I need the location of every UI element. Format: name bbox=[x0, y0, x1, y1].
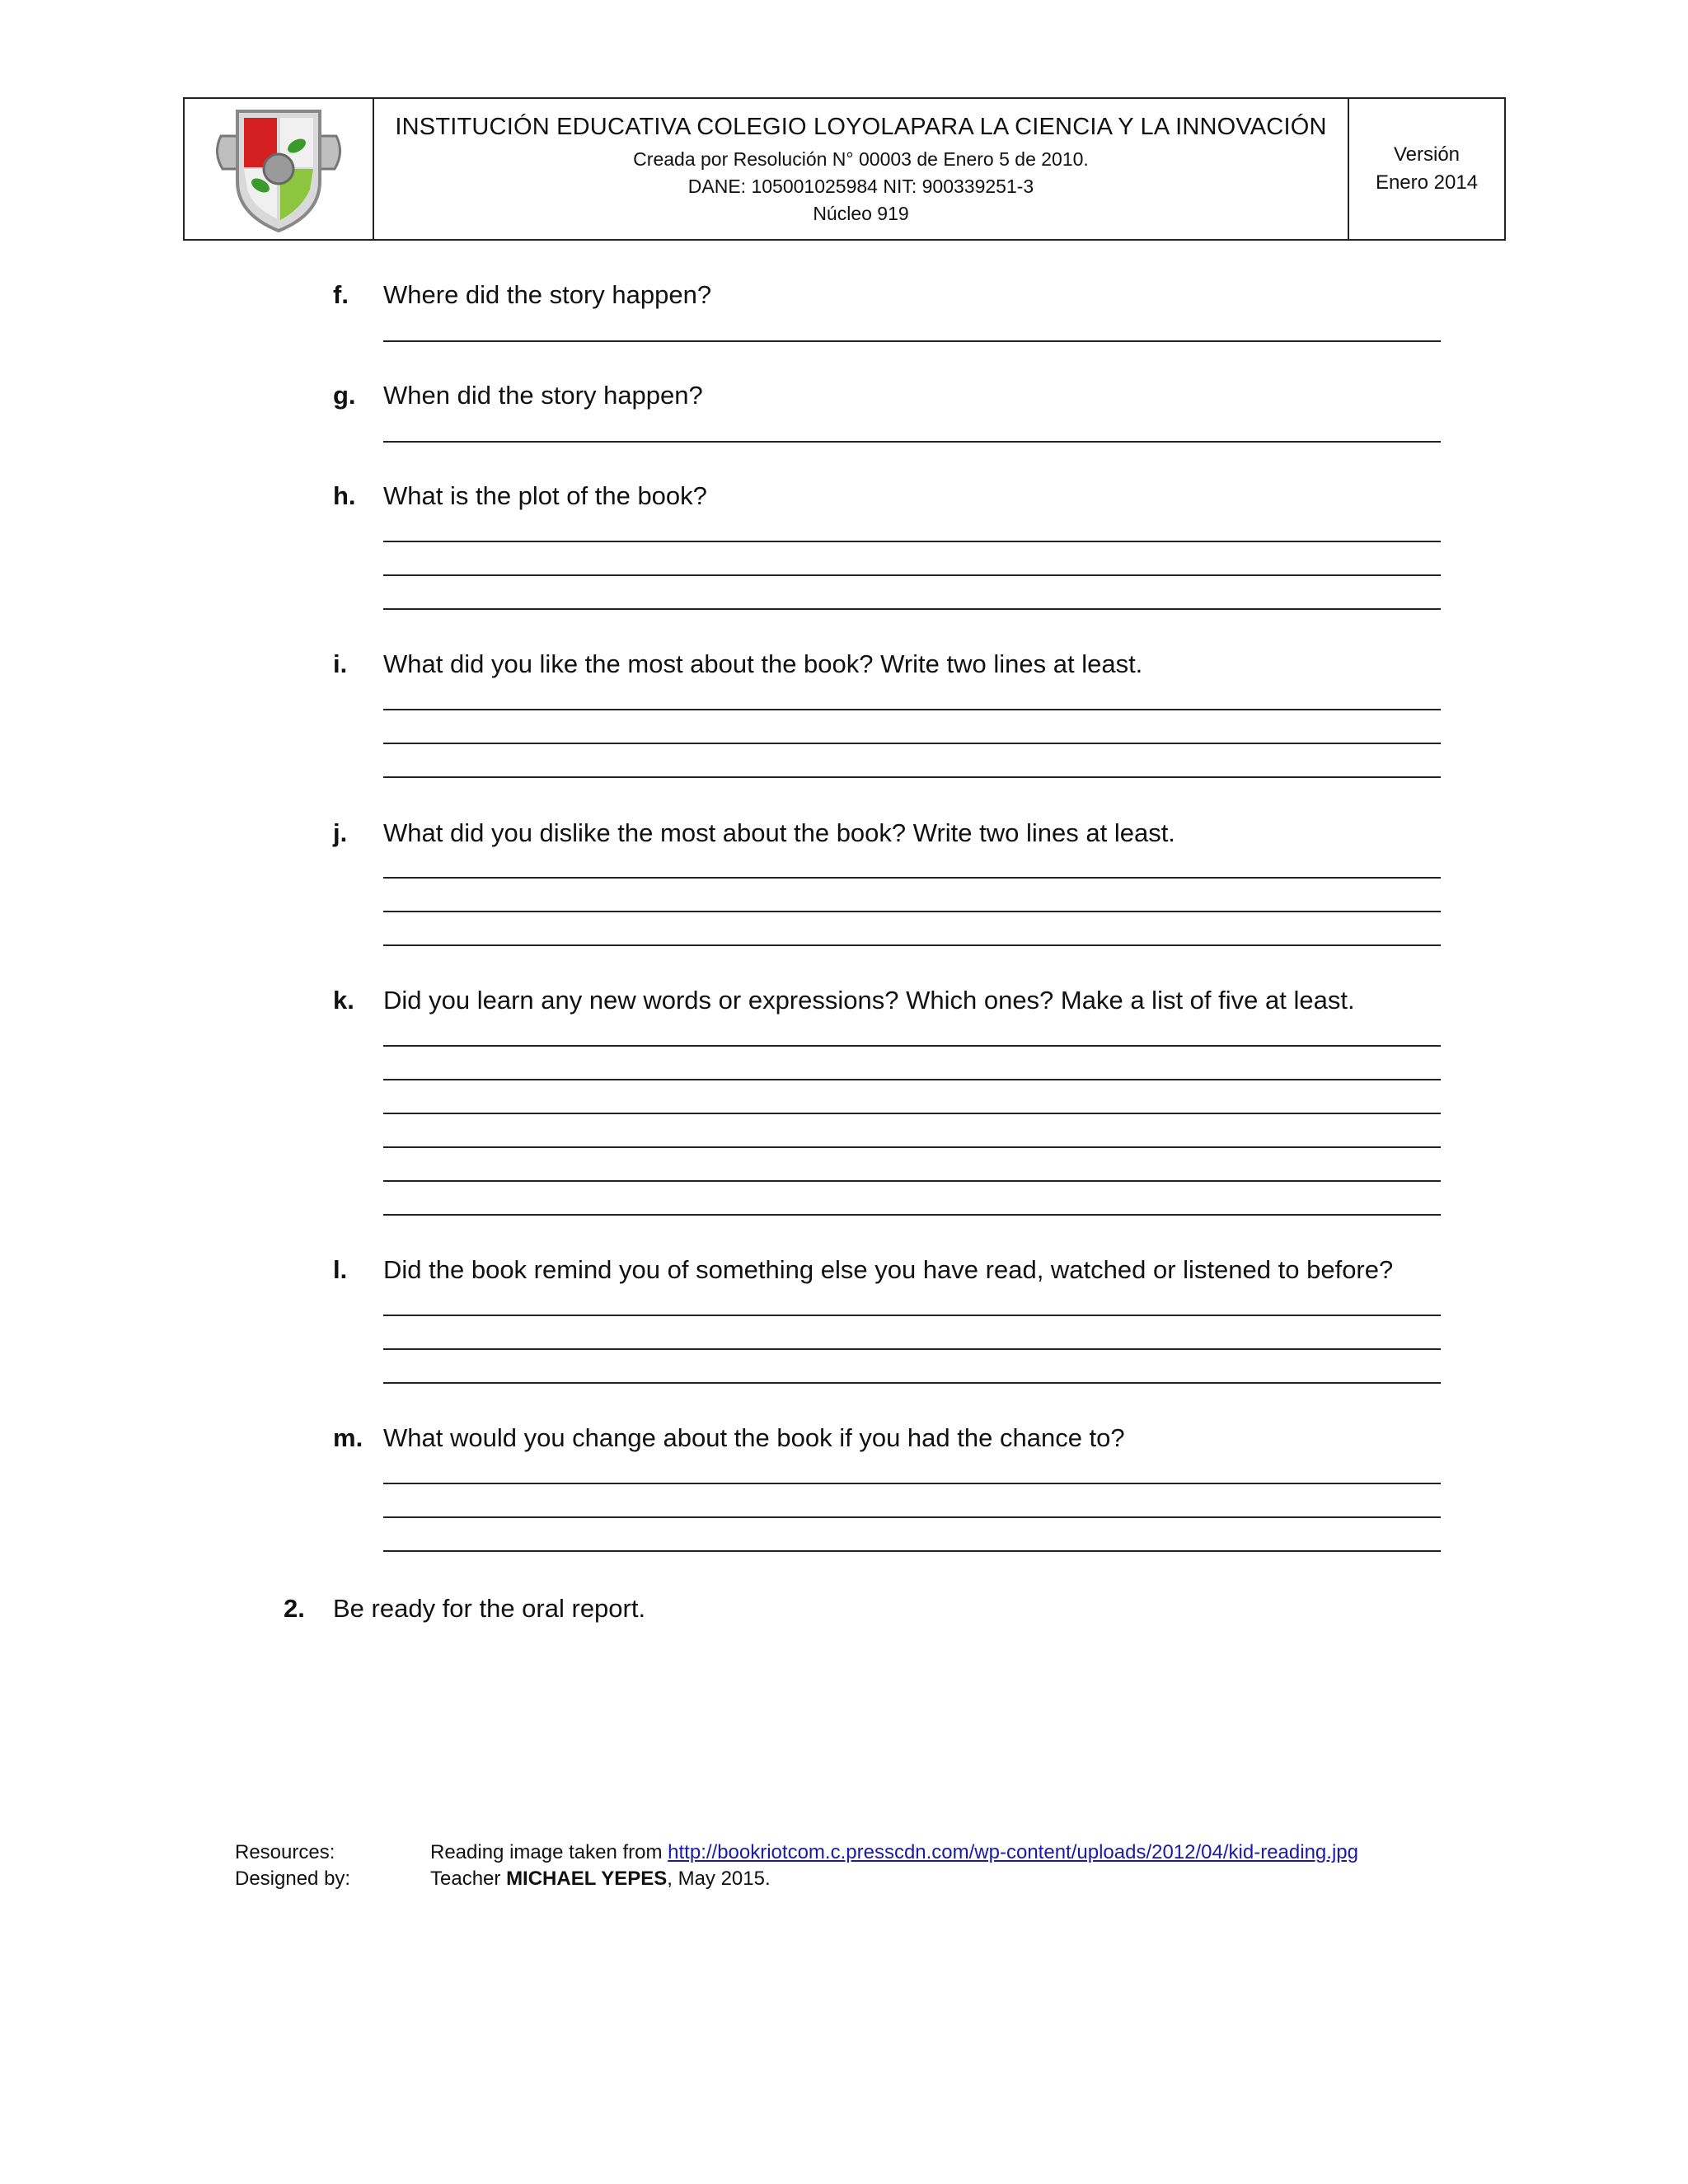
version-cell bbox=[1349, 99, 1504, 239]
item-2-text: Be ready for the oral report. bbox=[333, 1594, 646, 1623]
resources-prefix: Reading image taken from bbox=[430, 1841, 668, 1863]
question-letter: l. bbox=[333, 1255, 348, 1284]
answer-line[interactable] bbox=[383, 1113, 1441, 1114]
answer-line[interactable] bbox=[383, 1180, 1441, 1182]
question-text: What did you dislike the most about the book? Write two lines at least. bbox=[383, 818, 1175, 847]
answer-line[interactable] bbox=[383, 574, 1441, 576]
item-2-number: 2. bbox=[284, 1594, 305, 1623]
designed-value bbox=[430, 1868, 771, 1891]
question-letter: k. bbox=[333, 986, 354, 1015]
question-text: What did you like the most about the book? Write two lines at least. bbox=[383, 649, 1143, 678]
nucleo-text: Núcleo 919 bbox=[813, 203, 909, 224]
answer-line[interactable] bbox=[383, 743, 1441, 744]
answer-line[interactable] bbox=[383, 1483, 1441, 1484]
designer-name: MICHAEL YEPES bbox=[506, 1868, 668, 1890]
version-label: Versión bbox=[1393, 143, 1461, 166]
question-letter: h. bbox=[333, 481, 356, 510]
school-crest-icon bbox=[204, 103, 353, 235]
question-text: Where did the story happen? bbox=[383, 280, 712, 309]
question-letter: f. bbox=[333, 280, 349, 309]
answer-line[interactable] bbox=[383, 1348, 1441, 1350]
institution-title: INSTITUCIÓN EDUCATIVA COLEGIO LOYOLAPARA LA CIENCIA Y LA INNOVACIÓN bbox=[395, 114, 1327, 140]
question-letter: j. bbox=[333, 818, 348, 847]
answer-line[interactable] bbox=[383, 911, 1441, 912]
question-text: What would you change about the book if you had the chance to? bbox=[383, 1423, 1125, 1452]
answer-line[interactable] bbox=[383, 1214, 1441, 1216]
answer-line[interactable] bbox=[383, 1045, 1441, 1047]
version-date: Enero 2014 bbox=[1375, 171, 1479, 194]
answer-line[interactable] bbox=[383, 1315, 1441, 1316]
question-letter: i. bbox=[333, 649, 348, 678]
resources-label: Resources: bbox=[235, 1841, 335, 1863]
answer-line[interactable] bbox=[383, 709, 1441, 710]
question-text: When did the story happen? bbox=[383, 381, 703, 410]
dane-nit-text: DANE: 105001025984 NIT: 900339251-3 bbox=[687, 176, 1034, 197]
question-text: What is the plot of the book? bbox=[383, 481, 707, 510]
answer-line[interactable] bbox=[383, 776, 1441, 778]
answer-line[interactable] bbox=[383, 608, 1441, 610]
resources-link[interactable]: http://bookriotcom.c.presscdn.com/wp-content/uploads/2012/04/kid-reading.jpg bbox=[668, 1841, 1358, 1863]
question-text: Did you learn any new words or expressions? Which ones? Make a list of five at least. bbox=[383, 986, 1355, 1015]
answer-line[interactable] bbox=[383, 541, 1441, 542]
answer-line[interactable] bbox=[383, 1146, 1441, 1148]
answer-line[interactable] bbox=[383, 1550, 1441, 1552]
answer-line[interactable] bbox=[383, 1516, 1441, 1518]
designed-label: Designed by: bbox=[235, 1868, 351, 1890]
question-text: Did the book remind you of something else you have read, watched or listened to before? bbox=[383, 1255, 1394, 1284]
answer-line[interactable] bbox=[383, 944, 1441, 946]
question-letter: g. bbox=[333, 381, 356, 410]
school-logo bbox=[185, 99, 374, 239]
header-table bbox=[183, 97, 1506, 241]
resolution-text: Creada por Resolución N° 00003 de Enero 5 de 2010. bbox=[633, 148, 1089, 170]
answer-line[interactable] bbox=[383, 441, 1441, 443]
designed-suffix: , May 2015. bbox=[667, 1868, 771, 1890]
answer-line[interactable] bbox=[383, 340, 1441, 342]
answer-line[interactable] bbox=[383, 1382, 1441, 1384]
resources-value bbox=[430, 1841, 1358, 1864]
question-letter: m. bbox=[333, 1423, 363, 1452]
designed-prefix: Teacher bbox=[430, 1868, 507, 1890]
header-center bbox=[374, 99, 1349, 239]
answer-line[interactable] bbox=[383, 877, 1441, 879]
answer-line[interactable] bbox=[383, 1079, 1441, 1080]
